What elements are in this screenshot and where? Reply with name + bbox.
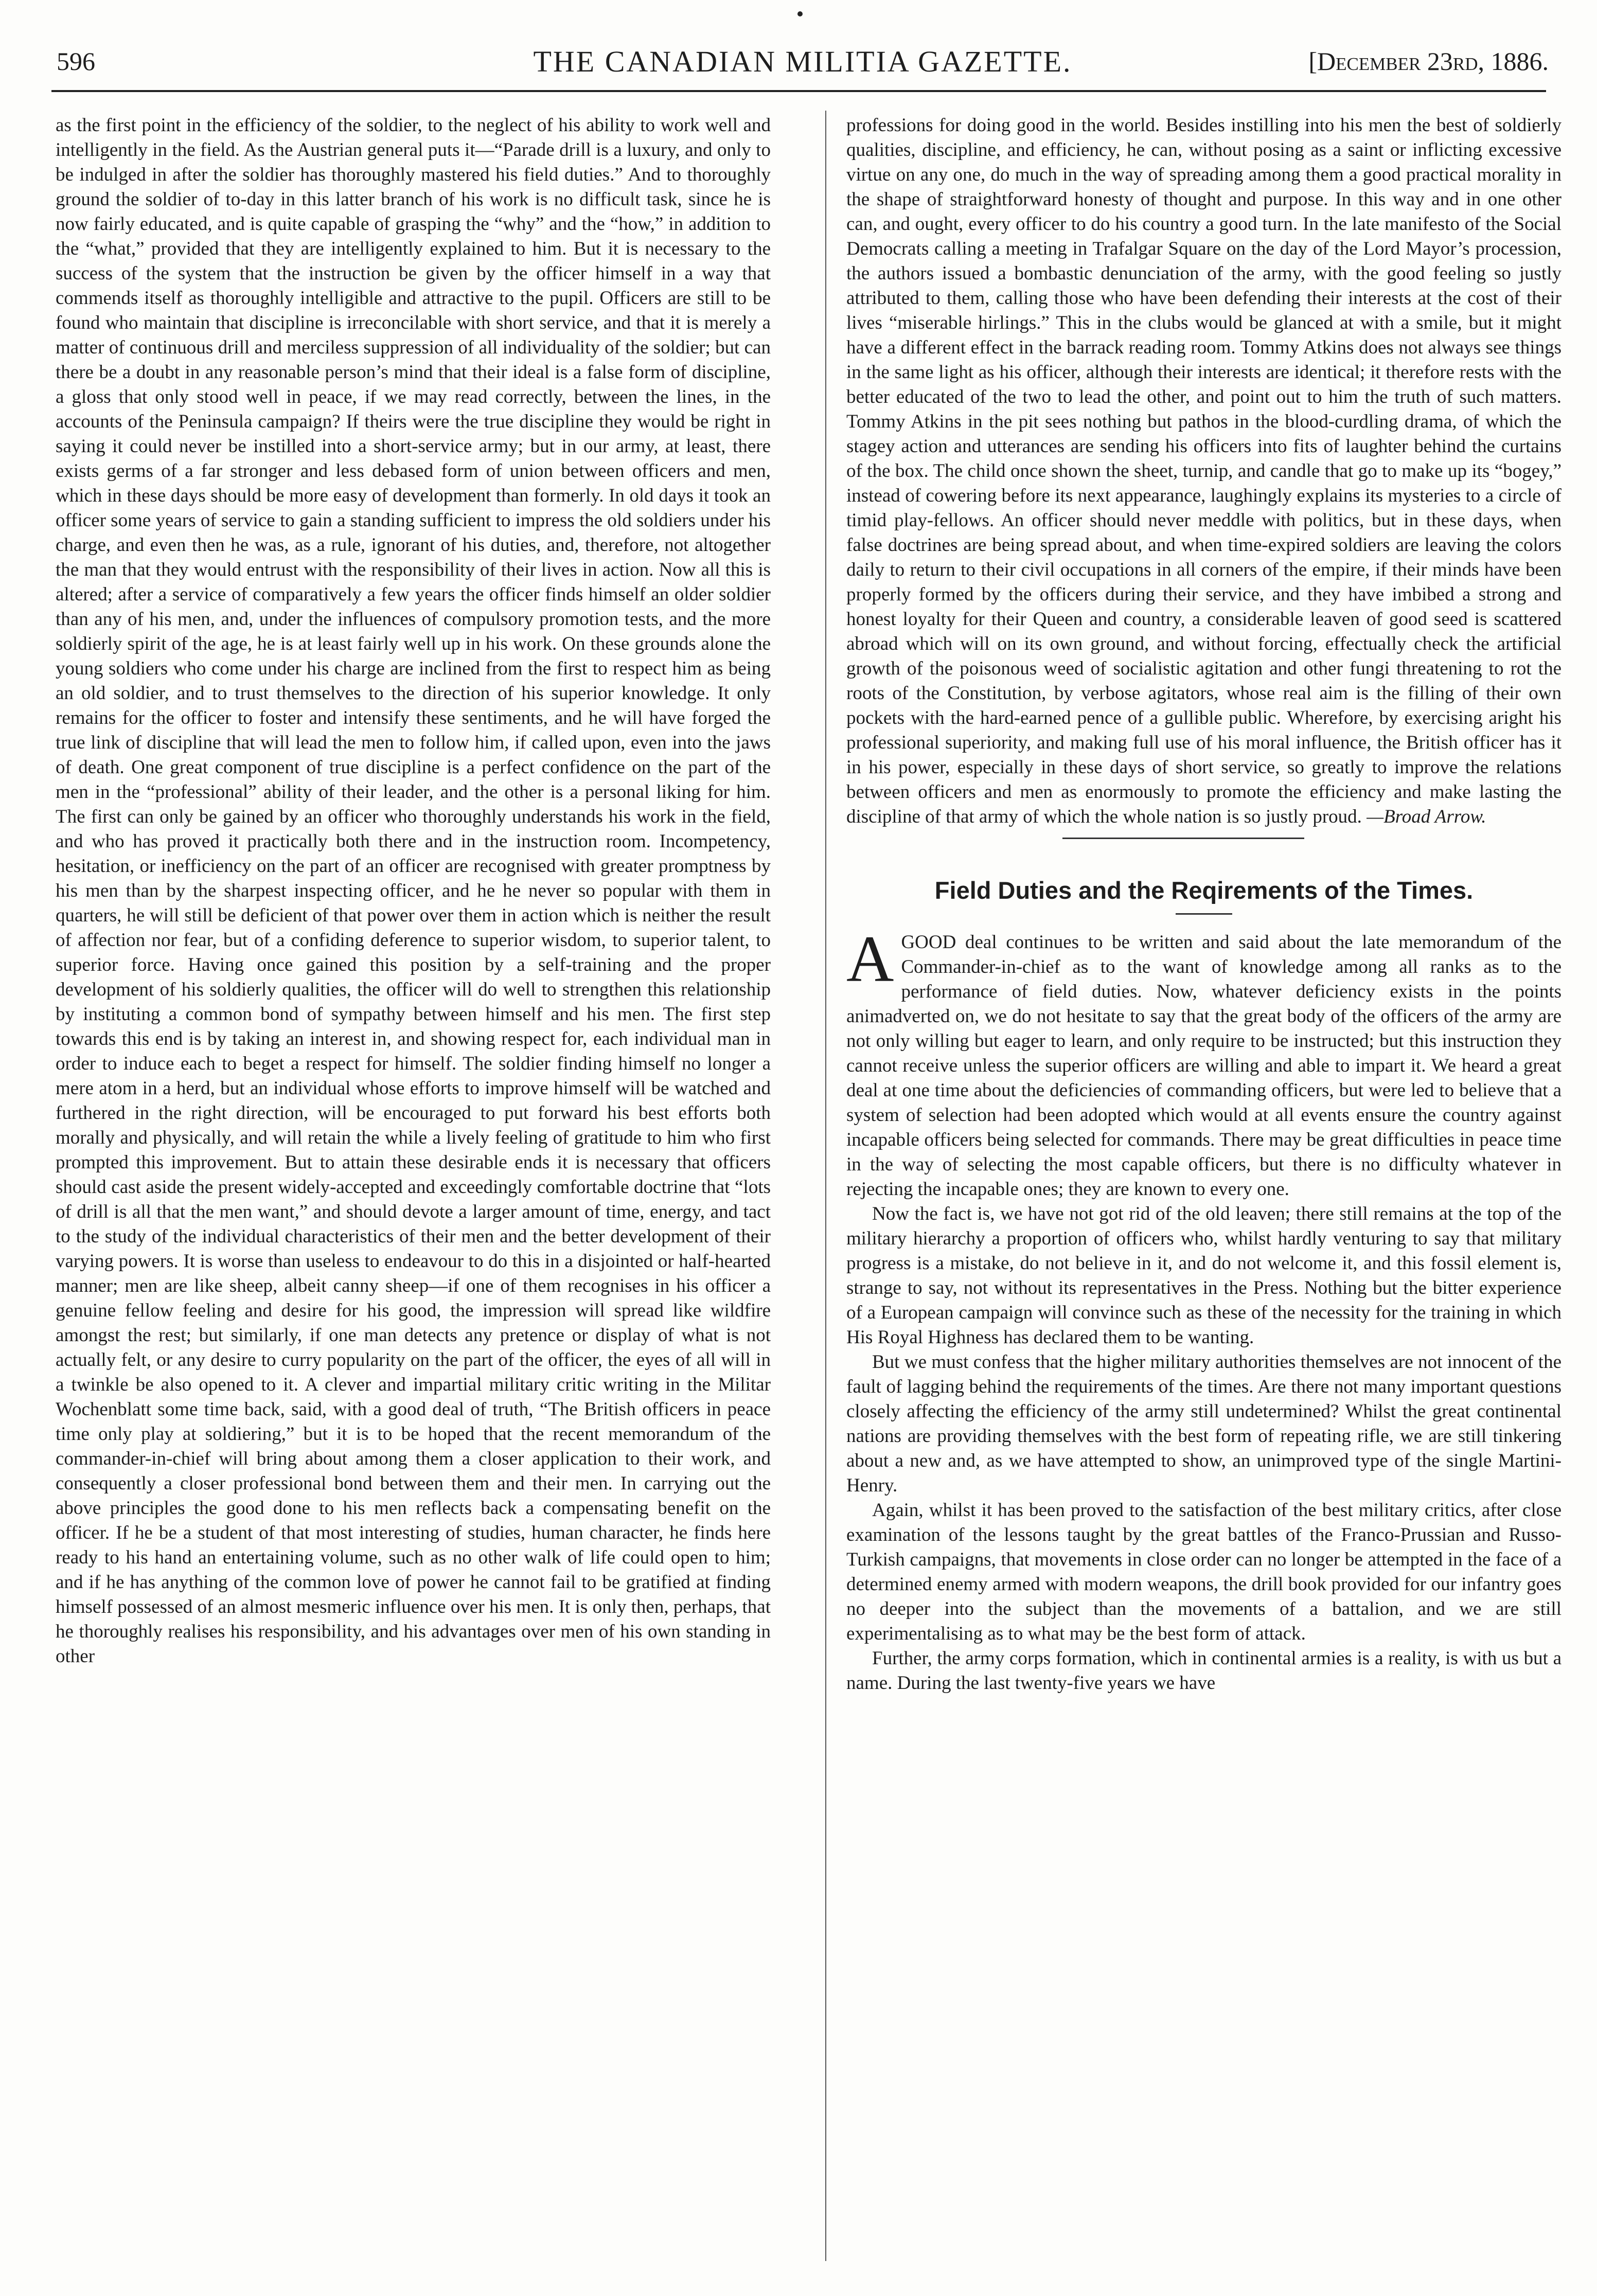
drop-cap: A: [846, 922, 894, 995]
article-paragraph: Again, whilst it has been proved to the satisfaction of the best military critics, after close examination of the lessons taught by the great battles of the Franco-Prussian and Russo-Turkish campaigns, that movements in close order can no longer be attempted in the face of a determined enemy armed with modern weapons, the drill book provided for our infantry goes no deeper into the subject than the movements of a battalion, and we are still experimentalising as to what may be the best form of attack.: [846, 1500, 1561, 1644]
left-column-paragraph: as the first point in the efficiency of the soldier, to the neglect of his ability to work well and intelligently in the field. As the Austrian general puts it—“Parade drill is a luxury, and only to be indulged in after the soldier has thoroughly mastered his field duties.” And to thoroughly ground the soldier of to-day in this latter branch of his work is no difficult task, since he is now fairly educated, and is quite capable of grasping the “why” and the “how,” in addition to the “what,” provided that they are intelligently explained to him. But it is necessary to the success of the system that the instruction be given by the officer himself in a way that commends itself as thoroughly intelligible and attractive to the pupil. Officers are still to be found who maintain that discipline is irreconcilable with short service, and that it is merely a matter of continuous drill and merciless suppression of all individuality of the soldier; but can there be a doubt in any reasonable person’s mind that their ideal is a false form of discipline, a gloss that only stood well in peace, if we may read correctly, between the lines, in the accounts of the Peninsula campaign? If theirs were the true discipline they would be right in saying it could never be instilled into a short-service army; but in our army, at least, there exists germs of a far stronger and less debased form of union between officers and men, which in these days should be more easy of development than formerly. In old days it took an officer some years of service to gain a standing sufficient to impress the old soldiers under his charge, and even then he was, as a rule, ignorant of his duties, and, therefore, not altogether the man that they would entrust with the responsibility of their lives in action. Now all this is altered; after a service of comparatively a few years the officer finds himself an older soldier than any of his men, and, under the influences of compulsory promotion tests, and the more soldierly spirit of the age, he is at least fairly well up in his work. On these grounds alone the young soldiers who come under his charge are inclined from the first to respect him as being an old soldier, and to trust themselves to the direction of his superior knowledge. It only remains for the officer to foster and intensify these sentiments, and he will have forged the true link of discipline that will lead the men to follow him, if called upon, even into the jaws of death. One great component of true discipline is a perfect confidence on the part of the men in the “professional” ability of their leader, and the other is a personal liking for him. The first can only be gained by an officer who thoroughly understands his work in the field, and who has proved it practically both there and in the instruction room. Incompetency, hesitation, or inefficiency on the part of an officer are recognised with greater promptness by his men than by the sharpest inspecting officer, and he he never so popular with them in quarters, he will still be deficient of that power over them in action which is neither the result of affection nor fear, but of a confiding deference to superior wisdom, to superior talent, to superior force. Having once gained this position by a self-training and the proper development of his soldierly qualities, the officer will do well to strengthen this relationship by instituting a common bond of sympathy between himself and his men. The first step towards this end is by taking an interest in, and showing respect for, each individual man in order to induce each to beget a respect for himself. The soldier finding himself no longer a mere atom in a herd, but an individual whose efforts to improve himself will be watched and furthered in the right direction, will be encouraged to put forward his best efforts both morally and physically, and will retain the while a lively feeling of gratitude to him who first prompted this improvement. But to attain these desirable ends it is necessary that officers should cast aside the present widely-accepted and exceedingly comfortable doctrine that “lots of drill is all that the men want,” and should devote a larger amount of time, energy, and tact to the study of the individual characteristics of their men and the better development of their varying powers. It is worse than useless to endeavour to do this in a disjointed or half-hearted manner; men are like sheep, albeit canny sheep—if one of them recognises in his officer a genuine fellow feeling and desire for his good, the impression will spread like wildfire amongst the rest; but similarly, if one man detects any pretence or display of what is not actually felt, or any desire to curry popularity on the part of the officer, the eyes of all will in a twinkle be also opened to it. A clever and impartial military critic writing in the Militar Wochenblatt some time back, said, with a good deal of truth, “The British officers in peace time only play at soldiering,” but it is to be hoped that the recent memorandum of the commander-in-chief will bring about among them a closer application to their work, and consequently a closer professional bond between them and their men. In carrying out the above principles the good done to his men reflects back a compensating benefit on the officer. If he be a student of that most interesting of studies, human character, he finds here ready to his hand an entertaining volume, such as no other walk of life could open to him; and if he has anything of the common love of power he cannot fail to be gratified at finding himself possessed of an almost mesmeric influence over his men. It is only then, perhaps, that he thoroughly realises his responsibility, and his advantages over men of his own standing in other: [56, 115, 771, 1667]
issue-date: [December 23rd, 1886.: [1308, 47, 1549, 76]
source-byline: —Broad Arrow.: [1367, 806, 1486, 827]
continued-paragraph: [846, 113, 1561, 829]
lead-smallcaps: GOOD: [901, 932, 956, 953]
continued-paragraph-text: professions for doing good in the world. Besides instilling into his men the best of soldierly qualities, discipline, and efficiency, he can, without posing as a saint or inflicting excessive virtue on any one, do much in the way of spreading among them a good practical morality in the shape of straightforward honesty of thought and purpose. In this way and in one other can, and ought, every officer to do his country a good turn. In the late manifesto of the Social Democrats calling a meeting in Trafalgar Square on the day of the Lord Mayor’s procession, the authors issued a bombastic denunciation of the army, with the good feeling so justly attributed to them, calling those who have been defending their interests at the cost of their lives “miserable hirlings.” This in the clubs would be glanced at with a smile, but it might have a different effect in the barrack reading room. Tommy Atkins does not always see things in the same light as his officer, although their interests are identical; it therefore rests with the better educated of the two to lead the other, and point out to him the truth of such matters. Tommy Atkins in the pit sees nothing but pathos in the blood-curdling drama, of which the stagey action and utterances are sending his officers into fits of laughter behind the curtains of the box. The child once shown the sheet, turnip, and candle that go to make up its “bogey,” instead of cowering before its next appearance, laughingly explains its mysteries to a circle of timid play-fellows. An officer should never meddle with politics, but in these days, when false doctrines are being spread about, and when time-expired soldiers are leaving the colors daily to return to their civil occupations in all corners of the empire, if their minds have been properly formed by the officers during their service, and they have imbibed a strong and honest loyalty for their Queen and country, a considerable leaven of good seed is scattered abroad which will on its own ground, and without forcing, effectually check the artificial growth of the poisonous weed of socialistic agitation and other fungi threatening to rot the roots of the Constitution, by verbose agitators, whose real aim is the filling of their own pockets with the hard-earned pence of a gullible public. Wherefore, by exercising aright his professional superiority, and making full use of his moral influence, the British officer has it in his power, especially in these days of short service, so greatly to improve the relations between officers and men as enormously to promote the efficiency and make lasting the discipline of that army of which the whole nation is so justly proud.: [846, 115, 1561, 827]
masthead-title: THE CANADIAN MILITIA GAZETTE.: [533, 45, 1072, 78]
left-column: [56, 113, 771, 1669]
article-paragraph: Further, the army corps formation, which in continental armies is a reality, is with us but a name. During the last twenty-five years we have: [846, 1648, 1561, 1694]
article-first-paragraph: [846, 922, 1561, 1202]
column-divider: [825, 111, 826, 2261]
article-paragraph: But we must confess that the higher military authorities themselves are not innocent of the fault of lagging behind the requirements of the times. Are there not many important questions closely affecting the efficiency of the army still undetermined? Whilst the great continental nations are providing themselves with the best form of repeating rifle, we are still tinkering about a new and, as we have attempted to show, an unimproved type of the single Martini-Henry.: [846, 1351, 1561, 1496]
article-title: Field Duties and the Reqirements of the Times.: [934, 877, 1474, 904]
first-paragraph-text: deal continues to be written and said about the late memorandum of the Commander-in-chief as to the want of knowledge among all ranks as to the performance of field duties. Now, whatever deficiency exists in the points animadverted on, we do not hesitate to say that the great body of the officers of the army are not only willing but eager to learn, and only require to be instructed; but this instruction they cannot receive unless the superior officers are willing and able to impart it. We heard a great deal at one time about the deficiencies of commanding officers, but were led to believe that a system of selection had been adopted which would at all events ensure the country against incapable officers being selected for commands. There may be great difficulties in peace time in the way of selecting the most capable officers, but there is no difficulty whatever in rejecting the incapable ones; they are known to every one.: [846, 932, 1561, 1200]
title-rule: [1176, 913, 1232, 915]
ink-dot-ornament: [797, 11, 803, 16]
article-paragraph: Now the fact is, we have not got rid of the old leaven; there still remains at the top of the military hierarchy a proportion of officers who, whilst hardly venturing to say that military progress is a mistake, do not believe in it, and do not welcome it, and this fossil element is, strange to say, not without its representatives in the Press. Nothing but the bitter experience of a European campaign will convince such as these of the necessity for the training in which His Royal Highness has declared them to be wanting.: [846, 1203, 1561, 1348]
right-column: [846, 113, 1561, 1696]
page-number: 596: [57, 47, 95, 76]
header-rule: [51, 90, 1546, 92]
article-end-rule: [1062, 838, 1304, 839]
page-header: [57, 31, 1549, 87]
